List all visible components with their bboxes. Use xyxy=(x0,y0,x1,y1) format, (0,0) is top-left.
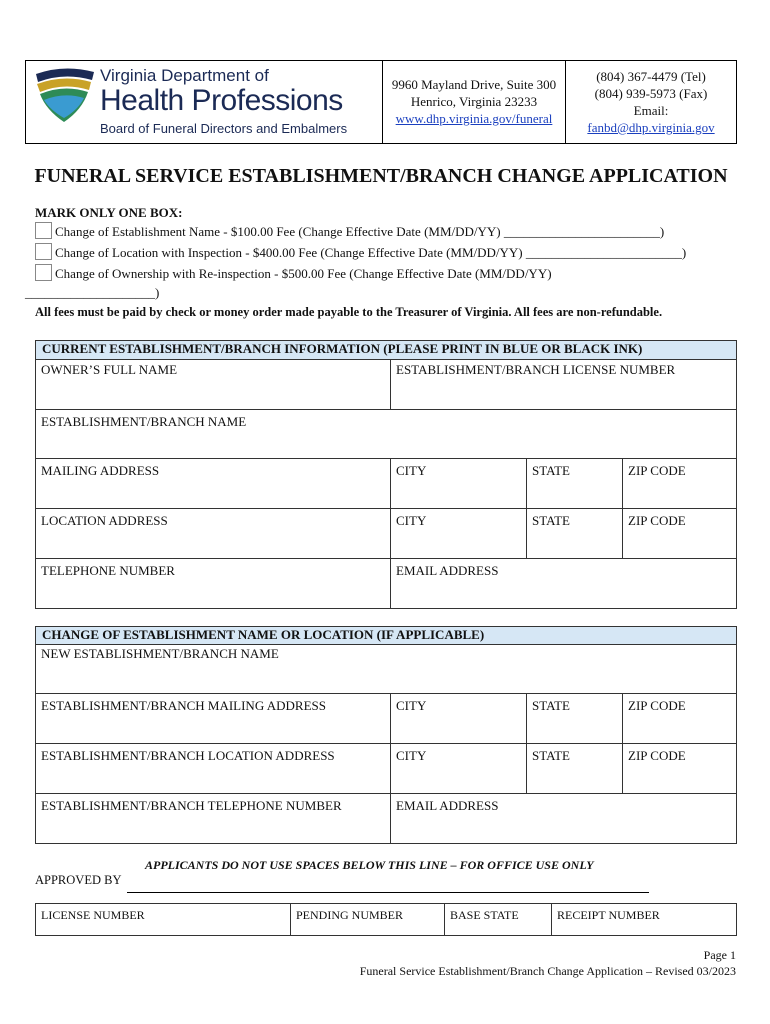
mailing-state-field[interactable] xyxy=(526,458,623,509)
logo-line2: Health Professions xyxy=(100,84,343,117)
new-location-city-field[interactable] xyxy=(390,743,527,794)
form-title: FUNERAL SERVICE ESTABLISHMENT/BRANCH CHANGE APPLICATION xyxy=(34,165,728,187)
email-field[interactable] xyxy=(390,558,737,609)
field-label: STATE xyxy=(532,513,570,528)
tel-text: (804) 367-4479 (Tel) xyxy=(596,69,706,84)
field-label: STATE xyxy=(532,698,570,713)
divider xyxy=(382,60,383,144)
checkbox[interactable] xyxy=(35,222,52,239)
new-location-zip-field[interactable] xyxy=(622,743,737,794)
new-mailing-address-field[interactable] xyxy=(35,693,391,744)
office-license-number[interactable] xyxy=(35,903,291,936)
field-label: STATE xyxy=(532,748,570,763)
new-name-field[interactable] xyxy=(35,644,737,694)
divider xyxy=(565,60,566,144)
page-number: Page 1 xyxy=(703,948,736,962)
option-label: Change of Location with Inspection - $400.00 Fee (Change Effective Date (MM/DD/YY) ________________________) xyxy=(55,245,687,260)
location-address-field[interactable] xyxy=(35,508,391,559)
address-line1: 9960 Mayland Drive, Suite 300 xyxy=(391,77,557,92)
owner-name-field[interactable] xyxy=(35,359,391,410)
logo-line3: Board of Funeral Directors and Embalmers xyxy=(100,121,348,136)
dhp-logo-icon xyxy=(34,66,96,126)
field-label: EMAIL ADDRESS xyxy=(396,563,499,578)
field-label: STATE xyxy=(532,463,570,478)
field-label: ESTABLISHMENT/BRANCH TELEPHONE NUMBER xyxy=(41,798,342,813)
field-label: TELEPHONE NUMBER xyxy=(41,563,175,578)
office-base-state[interactable] xyxy=(444,903,552,936)
field-label: EMAIL ADDRESS xyxy=(396,798,499,813)
field-label: ESTABLISHMENT/BRANCH LICENSE NUMBER xyxy=(396,362,676,377)
approved-by-line[interactable] xyxy=(127,892,649,893)
approved-by-label: APPROVED BY xyxy=(35,873,122,887)
field-label: ESTABLISHMENT/BRANCH MAILING ADDRESS xyxy=(41,698,326,713)
field-label: CITY xyxy=(396,748,427,763)
field-label: ZIP CODE xyxy=(628,513,686,528)
new-mailing-city-field[interactable] xyxy=(390,693,527,744)
address-line2: Henrico, Virginia 23233 xyxy=(410,94,538,109)
field-label: LICENSE NUMBER xyxy=(41,908,145,922)
office-receipt-number[interactable] xyxy=(551,903,737,936)
new-mailing-state-field[interactable] xyxy=(526,693,623,744)
field-label: RECEIPT NUMBER xyxy=(557,908,660,922)
option-location-change xyxy=(35,243,686,261)
new-telephone-field[interactable] xyxy=(35,793,391,844)
field-label: ESTABLISHMENT/BRANCH NAME xyxy=(41,414,247,429)
field-label: ESTABLISHMENT/BRANCH LOCATION ADDRESS xyxy=(41,748,335,763)
email-label: Email: xyxy=(633,103,669,118)
mailing-zip-field[interactable] xyxy=(622,458,737,509)
office-address xyxy=(384,76,564,127)
mailing-address-field[interactable] xyxy=(35,458,391,509)
field-label: CITY xyxy=(396,698,427,713)
fax-text: (804) 939-5973 (Fax) xyxy=(594,86,708,101)
office-pending-number[interactable] xyxy=(290,903,445,936)
field-label: ZIP CODE xyxy=(628,748,686,763)
option-name-change xyxy=(35,222,664,240)
mark-one-label: MARK ONLY ONE BOX: xyxy=(35,205,183,220)
contact-info xyxy=(567,68,735,136)
change-info-heading: CHANGE OF ESTABLISHMENT NAME OR LOCATION (IF APPLICABLE) xyxy=(35,626,737,645)
field-label: BASE STATE xyxy=(450,908,519,922)
office-use-note: APPLICANTS DO NOT USE SPACES BELOW THIS LINE – FOR OFFICE USE ONLY xyxy=(145,858,594,872)
field-label: ZIP CODE xyxy=(628,698,686,713)
field-label: NEW ESTABLISHMENT/BRANCH NAME xyxy=(41,646,279,661)
option-label: Change of Establishment Name - $100.00 Fee (Change Effective Date (MM/DD/YY) ________________________) xyxy=(55,224,665,239)
option-label: Change of Ownership with Re-inspection - $500.00 Fee (Change Effective Date (MM/DD/YY) xyxy=(55,266,552,281)
checkbox[interactable] xyxy=(35,243,52,260)
field-label: PENDING NUMBER xyxy=(296,908,404,922)
option3-continuation: ____________________) xyxy=(25,285,160,300)
location-state-field[interactable] xyxy=(526,508,623,559)
field-label: CITY xyxy=(396,463,427,478)
checkbox[interactable] xyxy=(35,264,52,281)
field-label: CITY xyxy=(396,513,427,528)
new-location-state-field[interactable] xyxy=(526,743,623,794)
field-label: LOCATION ADDRESS xyxy=(41,513,168,528)
license-number-field[interactable] xyxy=(390,359,737,410)
field-label: MAILING ADDRESS xyxy=(41,463,160,478)
option-ownership-change xyxy=(35,264,552,282)
email-link[interactable]: fanbd@dhp.virginia.gov xyxy=(587,120,715,135)
mailing-city-field[interactable] xyxy=(390,458,527,509)
logo-line1: Virginia Department of xyxy=(100,66,269,85)
fees-note: All fees must be paid by check or money order made payable to the Treasurer of Virginia. All fees are non-refundable. xyxy=(35,305,663,319)
new-email-field[interactable] xyxy=(390,793,737,844)
new-mailing-zip-field[interactable] xyxy=(622,693,737,744)
website-link[interactable]: www.dhp.virginia.gov/funeral xyxy=(395,111,553,126)
current-info-heading: CURRENT ESTABLISHMENT/BRANCH INFORMATION (PLEASE PRINT IN BLUE OR BLACK INK) xyxy=(35,340,737,360)
new-location-address-field[interactable] xyxy=(35,743,391,794)
telephone-field[interactable] xyxy=(35,558,391,609)
form-revision: Funeral Service Establishment/Branch Change Application – Revised 03/2023 xyxy=(359,964,736,978)
location-zip-field[interactable] xyxy=(622,508,737,559)
field-label: ZIP CODE xyxy=(628,463,686,478)
location-city-field[interactable] xyxy=(390,508,527,559)
field-label: OWNER’S FULL NAME xyxy=(41,362,178,377)
establishment-name-field[interactable] xyxy=(35,409,737,459)
